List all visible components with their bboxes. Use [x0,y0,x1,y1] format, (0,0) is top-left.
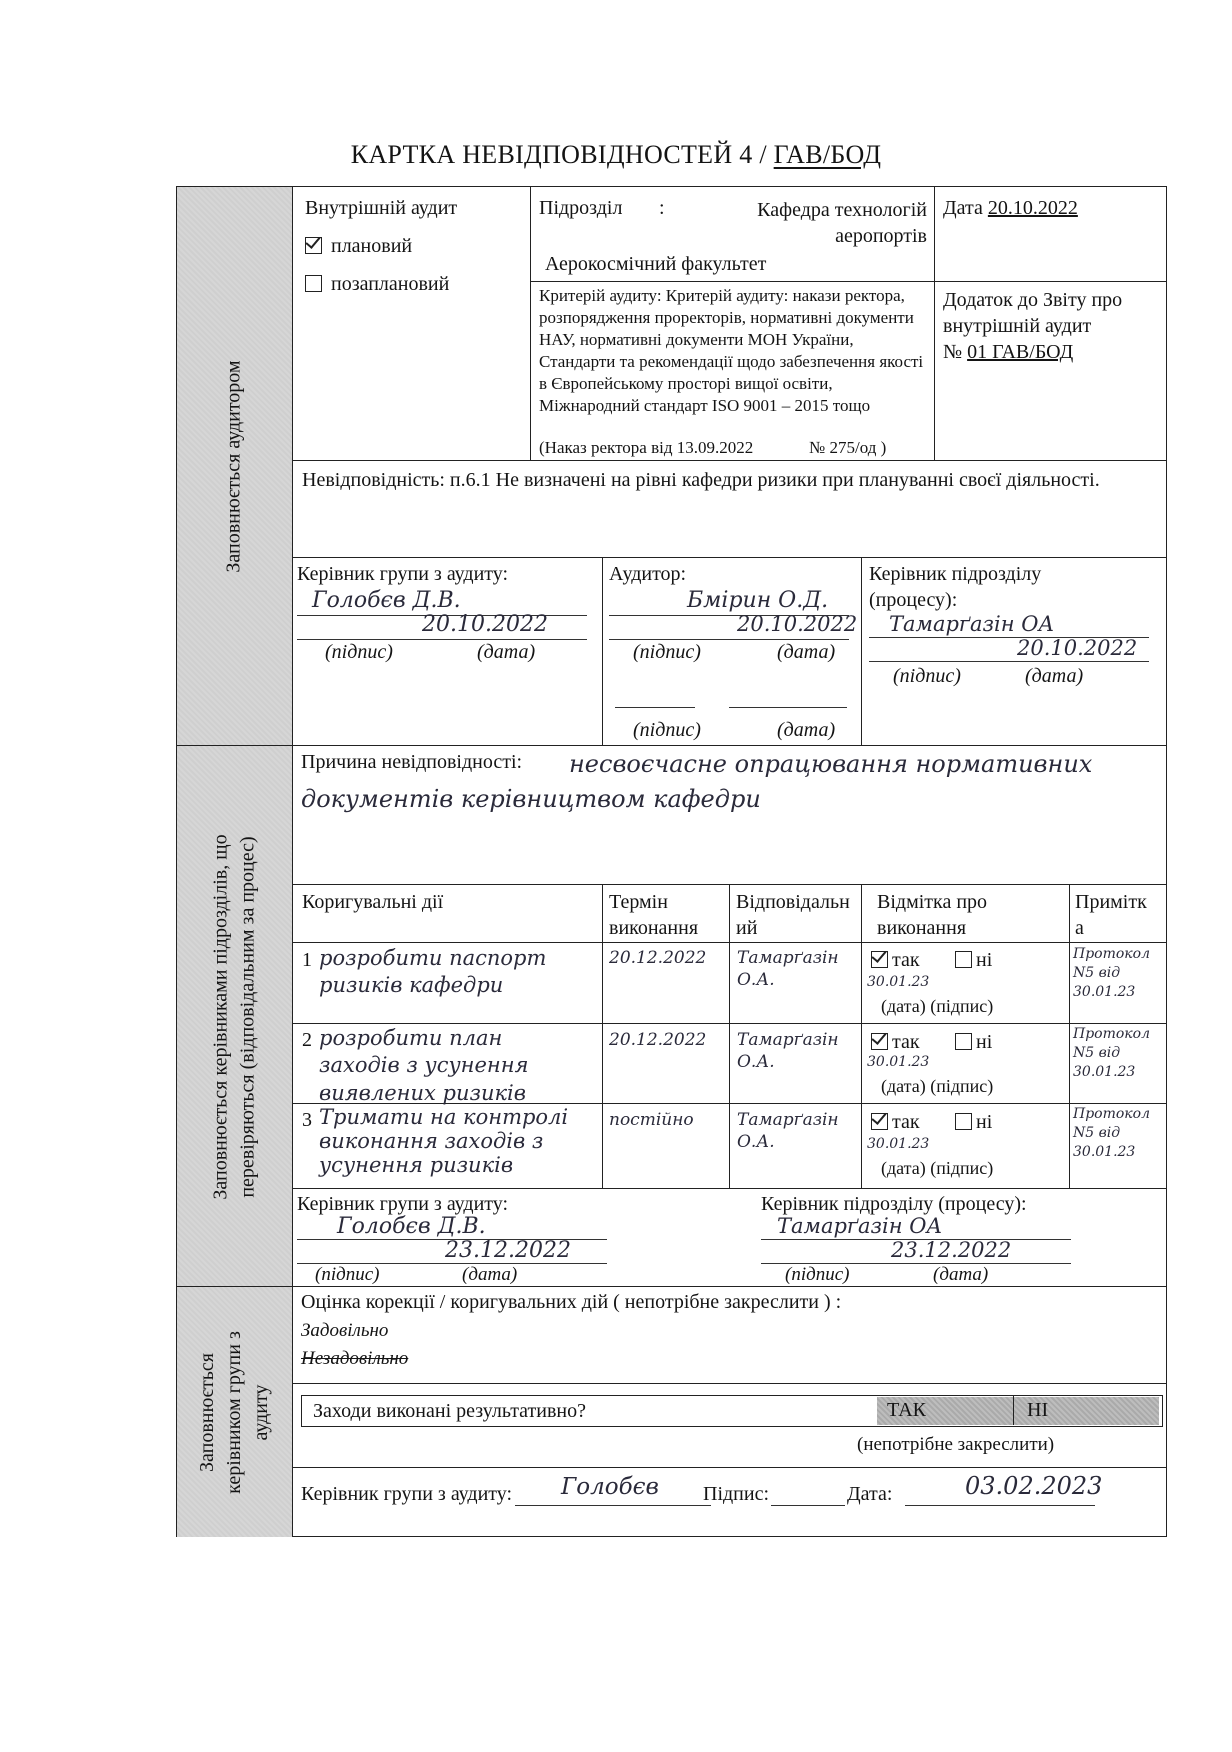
unit-head-date-hint-2: (дата) [933,1264,989,1285]
unit-head-date-2: 23.12.2022 [891,1238,1012,1262]
action-term: 20.12.2022 [609,948,707,968]
unit-head-date-hint: (дата) [1025,665,1084,687]
group-head-signature-2: Голобєв Д.В. [337,1214,486,1239]
action-text: Тримати на контролі виконання заходів з усунення ризиків [319,1105,569,1178]
final-head-signature: Голобєв [561,1474,659,1500]
unplanned-checkbox[interactable] [305,275,322,292]
cause-text: несвоєчасне опрацювання нормативних документів керівництвом кафедри [301,750,1093,813]
unit-label: Підрозділ [539,197,623,219]
auditor-date-hint-2: (дата) [777,719,836,741]
yes-option[interactable]: так [871,1029,920,1055]
no-option[interactable]: ні [955,1109,992,1135]
completion-hint: (дата) (підпис) [881,1076,994,1096]
auditor-date: 20.10.2022 [737,612,858,636]
side-band-group-head: Заповнюється керівником групи з аудиту [177,1286,293,1537]
header-responsible: Відповідальний [736,891,850,939]
appendix-line1: Додаток до Звіту про [943,289,1123,311]
unit-head-label: Керівник підрозділу [869,563,1042,585]
action-text: розробити план заходів з усунення виявлених ризиків [319,1026,529,1105]
action-responsible: Тамарґазін О.А. [737,1030,839,1073]
evaluation-title: Оцінка корекції / коригувальних дій ( непотрібне закреслити ) : [301,1291,842,1313]
page-title: КАРТКА НЕВІДПОВІДНОСТЕЙ 4 / ГАВ/БОД [350,140,882,169]
yes-option[interactable]: так [871,1109,920,1135]
no-checkbox[interactable] [955,1033,972,1050]
group-head-date-hint-2: (дата) [462,1264,518,1285]
group-head-sign-hint: (підпис) [325,641,393,663]
evaluation-unsatisfactory: Незадовільно [301,1348,409,1369]
unit-head-date: 20.10.2022 [1017,636,1138,660]
group-head-date-2: 23.12.2022 [445,1238,571,1263]
group-head-date: 20.10.2022 [422,612,548,637]
group-head-label-2: Керівник групи з аудиту: [297,1193,509,1215]
effective-no[interactable]: НІ [1027,1399,1049,1421]
planned-checkbox[interactable] [305,237,322,254]
auditor-signature: Бмірин О.Д. [687,588,829,613]
side-band-unit-heads: Заповнюється керівниками підрозділів, що перевіряються (відповідальним за процес) [177,745,293,1287]
action-responsible: Тамарґазін О.А. [737,1110,839,1153]
effective-yes[interactable]: ТАК [887,1399,927,1421]
auditor-sign-hint: (підпис) [633,641,701,663]
completion-hint: (дата) (підпис) [881,996,994,1016]
unit-head-sign-hint-2: (підпис) [785,1264,850,1285]
evaluation-satisfactory: Задовільно [301,1320,389,1341]
group-head-label: Керівник групи з аудиту: [297,563,509,585]
order-text: (Наказ ректора від 13.09.2022 [539,438,754,457]
unit-head-sign-hint: (підпис) [893,665,961,687]
planned-option[interactable]: плановий [305,233,412,259]
auditor-label: Аудитор: [609,563,687,585]
appendix-line2: внутрішній аудит [943,315,1092,337]
yes-checkbox[interactable] [871,1033,888,1050]
nonconformity-form: Заповнюється аудитором Заповнюється керівниками підрозділів, що перевіряються (відповідальним за процес) Заповнюється керівником групи з аудиту Внутрішній аудит плановий позаплановий Підрозділ : Кафедра технологій аеропортів Аерокосмічний факультет Дата 20.10.2022 Критерій аудиту: Критерій аудиту: накази ректора, розпорядження проректорів, нормативні документи НАУ, нормативні документи МОН України, Стандарти та рекомендації щодо забезпечення якості в Європейському просторі вищої освіти, Міжнародний стандарт ISO 9001 – 2015 тощо (Наказ ректора від 13.09.2022 № 275/од ) Додаток до Звіту про внутрішній аудит № 01 ГАВ/БОД Невідповідність: п.6.1 Не визначені на рівні кафедри ризики при плануванні своєї діяльності. Керівник групи з аудиту: Голобєв Д.В. 20.10.2022 (підпис) (дата) Аудитор: Бмірин О.Д. 20.10.2022 (підпис) (дата) (підпис) (дата) Керівник підрозділу (процесу): Тамарґазін ОА 20.10.2022 (підпис) (дата) Причина невідповідності: несвоєчасне опрацювання нормативних документів керівництвом кафедри Коригувальні дії Термін виконання Відповідальний Відмітка про виконання Примітка 1 розробити паспорт ризиків кафедри 20.12.2022 Тамарґазін О.А. так ні 30.01.23 (дата) (підпис) Протокол N5 від 30.01.23 2 розробити план заходів з усунення виявлених ризиків 20.12.2022 Тамарґазін О.А. так ні 30.01.23 (дата) (підпис) Протокол N5 від 30.01.23 3 Тримати на контролі виконання заходів з усунення ризиків постійно Тамарґазін О.А. так ні 30.01.23 (дата) (підпис) Протокол N5 від 30.01.23 Керівник групи з аудиту: Голобєв Д.В. 23.12.2022 (підпис) (дата) Керівник підрозділу (процесу): Тамарґазін ОА 23.12.2022 (підпис) (дата) Оцінка корекції / коригувальних дій ( непотрібне закреслити ) : Задовільно Незадовільно Заходи виконані результативно? ТАК НІ (непотрібне закреслити) Керівник групи з аудиту: Голобєв Підпис: Дата: 03.02.2023 [176,186,1167,1537]
auditor-sign-hint-2: (підпис) [633,719,701,741]
final-head-label: Керівник групи з аудиту: [301,1483,513,1505]
yes-checkbox[interactable] [871,951,888,968]
action-note: Протокол N5 від 30.01.23 [1073,1026,1151,1080]
appendix-number: № 01 ГАВ/БОД [943,341,1074,363]
final-date-label: Дата: [847,1483,893,1505]
no-checkbox[interactable] [955,951,972,968]
action-note: Протокол N5 від 30.01.23 [1073,946,1151,1000]
completion-date: 30.01.23 [867,1136,930,1152]
action-term: 20.12.2022 [609,1030,707,1050]
final-date: 03.02.2023 [965,1472,1103,1500]
unit-value: Кафедра технологій аеропортів [757,199,927,247]
action-note: Протокол N5 від 30.01.23 [1073,1106,1151,1160]
header-note: Примітка [1075,891,1147,939]
action-text: розробити паспорт ризиків кафедри [319,946,547,998]
unit-head-signature-2: Тамарґазін ОА [777,1214,943,1238]
group-head-date-hint: (дата) [477,641,536,663]
audit-criteria: Критерій аудиту: Критерій аудиту: накази ректора, розпорядження проректорів, нормативні документи НАУ, нормативні документи МОН України, Стандарти та рекомендації щодо забезпечення якості в Європейському просторі вищої освіти, Міжнародний стандарт ISO 9001 – 2015 тощо [539,286,924,416]
side-band-auditor: Заповнюється аудитором [177,187,293,745]
action-responsible: Тамарґазін О.А. [737,948,839,991]
unit-head-signature: Тамарґазін ОА [889,612,1055,636]
nonconformity-text: Невідповідність: п.6.1 Не визначені на рівні кафедри ризики при плануванні своєї діяльності. [302,469,1100,491]
unit-colon: : [659,197,665,219]
completion-hint: (дата) (підпис) [881,1158,994,1178]
audit-type-label: Внутрішній аудит [305,197,458,219]
final-sign-label: Підпис: [703,1483,770,1505]
yes-checkbox[interactable] [871,1113,888,1130]
group-head-sign-hint-2: (підпис) [315,1264,380,1285]
completion-date: 30.01.23 [867,974,930,990]
effectiveness-question: Заходи виконані результативно? [313,1400,586,1422]
yes-option[interactable]: так [871,947,920,973]
no-option[interactable]: ні [955,947,992,973]
cause-label: Причина невідповідності: [301,751,523,773]
no-checkbox[interactable] [955,1113,972,1130]
unit-head-label-2: (процесу): [869,589,958,611]
auditor-date-hint: (дата) [777,641,836,663]
no-option[interactable]: ні [955,1029,992,1055]
group-head-signature: Голобєв Д.В. [312,588,461,613]
order-number: № 275/од ) [809,438,887,457]
unit-head-label-3: Керівник підрозділу (процесу): [761,1193,1027,1215]
header-actions: Коригувальні дії [302,891,444,913]
header-term: Термін виконання [609,891,699,939]
completion-date: 30.01.23 [867,1054,930,1070]
action-term: постійно [609,1110,694,1130]
audit-date: Дата 20.10.2022 [943,197,1078,219]
unplanned-option[interactable]: позаплановий [305,271,449,297]
strike-hint: (непотрібне закреслити) [857,1434,1055,1455]
header-completion: Відмітка про виконання [877,891,988,939]
faculty: Аерокосмічний факультет [545,253,767,275]
